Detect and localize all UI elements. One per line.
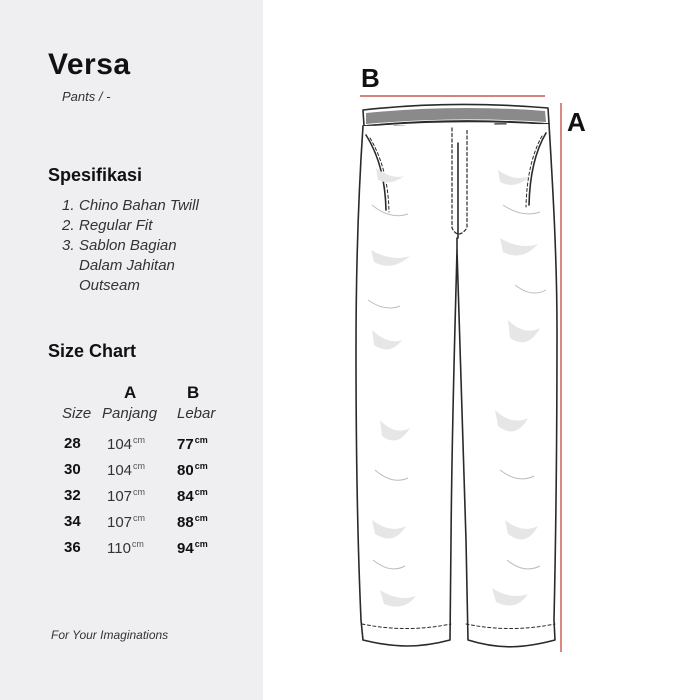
panjang-value: 107: [107, 488, 133, 505]
unit-label: cm: [133, 513, 146, 523]
footer-tagline: For Your Imaginations: [51, 628, 169, 642]
panjang-cell: [107, 435, 145, 453]
size-value: 36: [64, 539, 81, 556]
size-value: 34: [64, 513, 81, 530]
size-row: [0, 513, 263, 537]
size-col-b-label: Lebar: [177, 405, 216, 422]
lebar-value: 84: [177, 488, 194, 505]
unit-label: cm: [194, 461, 208, 471]
size-row: [0, 487, 263, 511]
lebar-cell: [177, 487, 208, 505]
spec-item-text: Chino Bahan Twill: [79, 197, 199, 214]
unit-label: cm: [133, 435, 146, 445]
lebar-value: 94: [177, 540, 194, 557]
panjang-cell: [107, 487, 145, 505]
spec-item-number: 3.: [62, 237, 75, 254]
lebar-value: 80: [177, 462, 194, 479]
spec-item-number: 1.: [62, 197, 75, 214]
size-chart-heading: Size Chart: [48, 341, 137, 361]
lebar-value: 77: [177, 436, 194, 453]
spec-list: [62, 196, 219, 296]
lebar-cell: [177, 513, 208, 531]
pants-outline: [356, 104, 557, 646]
size-col-a-letter: A: [124, 383, 137, 402]
size-value: 32: [64, 487, 81, 504]
size-row: [0, 461, 263, 485]
pants-diagram: [263, 0, 700, 700]
unit-label: cm: [194, 487, 208, 497]
panjang-cell: [107, 461, 145, 479]
lebar-cell: [177, 461, 208, 479]
size-col-a-label: Panjang: [102, 405, 158, 422]
unit-label: cm: [131, 539, 144, 549]
unit-label: cm: [194, 513, 208, 523]
lebar-cell: [177, 539, 208, 557]
panjang-cell: [107, 513, 145, 531]
unit-label: cm: [133, 461, 146, 471]
spec-item: [62, 216, 219, 236]
spec-item-text: Regular Fit: [79, 217, 153, 234]
product-title: Versa: [48, 48, 131, 81]
unit-label: cm: [194, 435, 208, 445]
dimension-label-b: B: [361, 63, 380, 93]
size-value: 30: [64, 461, 81, 478]
size-row: [0, 539, 263, 563]
info-panel: [0, 0, 263, 700]
unit-label: cm: [133, 487, 146, 497]
spec-item: [62, 236, 219, 296]
lebar-cell: [177, 435, 208, 453]
spec-item-number: 2.: [62, 217, 75, 234]
panjang-value: 104: [107, 436, 133, 453]
panjang-value: 104: [107, 462, 133, 479]
product-category: Pants / -: [62, 89, 111, 104]
spec-heading: Spesifikasi: [48, 165, 143, 185]
spec-item-text: Sablon Bagian Dalam Jahitan Outseam: [79, 237, 177, 294]
panjang-value: 110: [107, 540, 131, 557]
dimension-label-a: A: [567, 107, 586, 137]
size-value: 28: [64, 435, 81, 452]
panjang-cell: [107, 539, 144, 557]
unit-label: cm: [194, 539, 208, 549]
size-col-size-label: Size: [62, 405, 92, 422]
spec-item: [62, 196, 219, 216]
size-col-b-letter: B: [187, 383, 200, 402]
panjang-value: 107: [107, 514, 133, 531]
lebar-value: 88: [177, 514, 194, 531]
size-row: [0, 435, 263, 459]
